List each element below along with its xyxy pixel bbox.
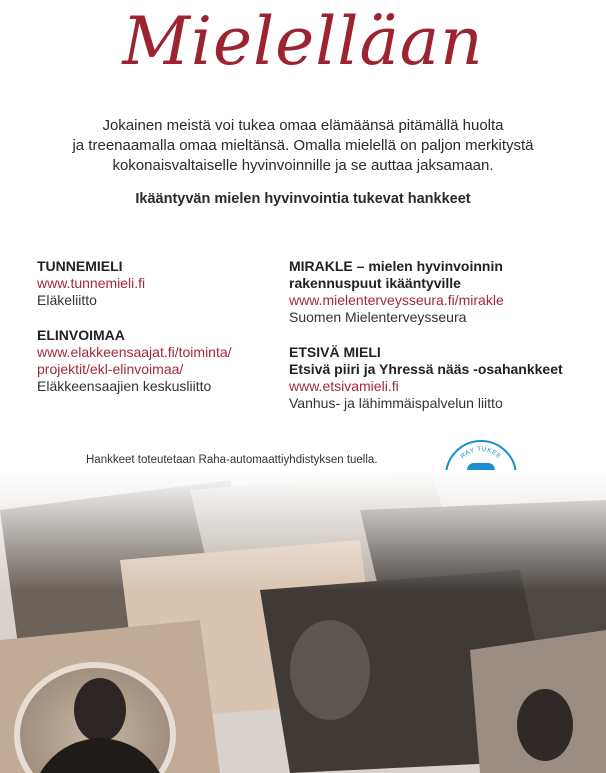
project-title: ELINVOIMAA — [37, 327, 125, 343]
intro-line: kokonaisvaltaiselle hyvinvoinnille ja se auttaa jaksamaan. — [112, 157, 494, 174]
project-organization: Eläkkeensaajien keskusliitto — [37, 378, 212, 394]
project-organization: Suomen Mielenterveysseura — [289, 309, 467, 325]
project-mirakle — [289, 258, 589, 326]
intro-line: ja treenaamalla omaa mieltänsä. Omalla mielellä on paljon merkitystä — [72, 137, 534, 154]
ray-logo-top-text: RAY TUKEE — [459, 445, 503, 461]
project-organization: Vanhus- ja lähimmäispalvelun liitto — [289, 395, 503, 411]
project-title: ETSIVÄ MIELI — [289, 344, 381, 360]
project-title: rakennuspuut ikääntyville — [289, 275, 461, 291]
project-title: TUNNEMIELI — [37, 258, 123, 274]
intro-paragraph — [0, 116, 606, 176]
page-title: Mielelläan — [122, 3, 484, 80]
projects-left-column — [37, 258, 277, 413]
old-photographs-image — [0, 470, 606, 773]
project-organization: Eläkeliitto — [37, 292, 97, 308]
project-title: Etsivä piiri ja Yhressä nääs -osahankkeet — [289, 361, 563, 377]
section-subtitle: Ikääntyvän mielen hyvinvointia tukevat hankkeet — [135, 191, 471, 207]
projects-right-column — [289, 258, 589, 430]
project-etsiva-mieli — [289, 344, 589, 412]
project-link[interactable]: www.tunnemieli.fi — [37, 275, 146, 291]
project-elinvoimaa — [37, 327, 277, 395]
project-link[interactable]: projektit/ekl-elinvoimaa/ — [37, 361, 184, 377]
project-tunnemieli — [37, 258, 277, 309]
project-link[interactable]: www.elakkeensaajat.fi/toiminta/ — [37, 344, 232, 360]
intro-line: Jokainen meistä voi tukea omaa elämäänsä pitämällä huolta — [102, 117, 504, 134]
funding-note: Hankkeet toteutetaan Raha-automaattiyhdistyksen tuella. — [86, 454, 378, 466]
project-title: MIRAKLE – mielen hyvinvoinnin — [289, 258, 503, 274]
project-link[interactable]: www.etsivamieli.fi — [289, 378, 399, 394]
project-link[interactable]: www.mielenterveysseura.fi/mirakle — [289, 292, 504, 308]
